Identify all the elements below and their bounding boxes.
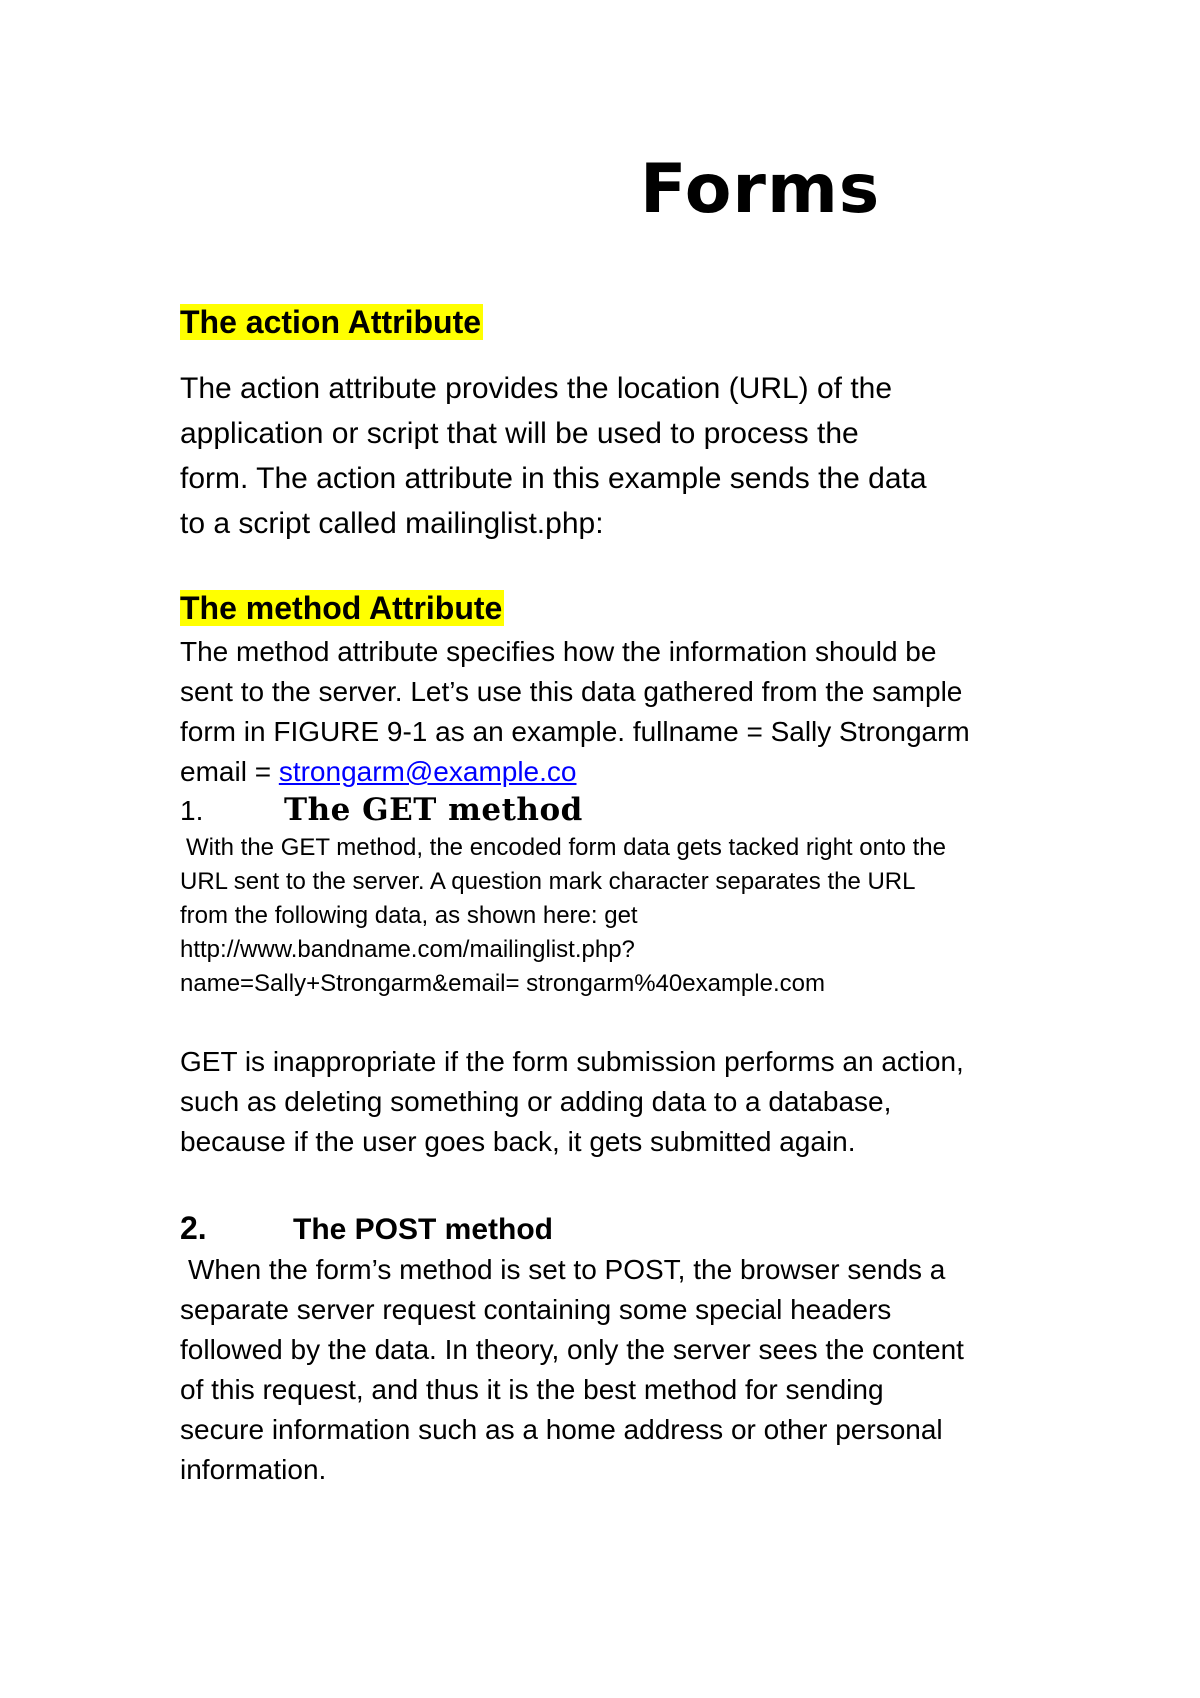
get-method-heading (180, 790, 583, 831)
action-attribute-paragraph (180, 366, 1030, 546)
paragraph-line: application or script that will be used to process the (180, 417, 859, 450)
paragraph-line: such as deleting something or adding data to a database, (180, 1086, 892, 1117)
paragraph-line: GET is inappropriate if the form submission performs an action, (180, 1046, 964, 1077)
paragraph-line: URL sent to the server. A question mark character separates the URL (180, 868, 916, 895)
paragraph-line: from the following data, as shown here: get (180, 902, 638, 929)
method-attribute-paragraph (180, 632, 1030, 792)
paragraph-line: information. (180, 1454, 327, 1485)
paragraph-line: followed by the data. In theory, only the server sees the content (180, 1334, 964, 1365)
paragraph-line: separate server request containing some special headers (180, 1294, 892, 1325)
paragraph-line: of this request, and thus it is the best method for sending (180, 1374, 884, 1405)
paragraph-line: because if the user goes back, it gets submitted again. (180, 1126, 856, 1157)
example-query-line: name=Sally+Strongarm&email= strongarm%40example.com (180, 970, 825, 997)
post-method-title: The POST method (293, 1213, 554, 1246)
paragraph-line: sent to the server. Let’s use this data gathered from the sample (180, 676, 963, 707)
paragraph-line: to a script called mailinglist.php: (180, 507, 604, 540)
paragraph-line: The action attribute provides the location (URL) of the (180, 372, 893, 405)
paragraph-line: form. The action attribute in this example sends the data (180, 462, 927, 495)
action-attribute-heading (180, 302, 483, 342)
action-attribute-heading-text: The action Attribute (180, 304, 482, 340)
paragraph-line: form in FIGURE 9-1 as an example. fullname = Sally Strongarm (180, 716, 970, 747)
email-prefix: email = (180, 756, 279, 787)
get-method-note (180, 1042, 1030, 1162)
paragraph-line: The method attribute specifies how the information should be (180, 636, 937, 667)
email-line (180, 752, 1030, 792)
post-method-paragraph (180, 1250, 1030, 1490)
get-method-paragraph (180, 831, 1030, 1001)
get-method-title: The GET method (284, 792, 583, 828)
post-method-number: 2. (180, 1210, 207, 1246)
paragraph-line: With the GET method, the encoded form data gets tacked right onto the (186, 834, 946, 861)
email-link[interactable]: strongarm@example.co (278, 756, 577, 787)
paragraph-line: secure information such as a home address or other personal (180, 1414, 943, 1445)
get-method-number: 1. (180, 795, 204, 826)
post-method-heading (180, 1208, 553, 1250)
method-attribute-heading (180, 588, 504, 628)
example-url-line: http://www.bandname.com/mailinglist.php? (180, 936, 635, 963)
page-title: Forms (640, 150, 881, 229)
method-attribute-heading-text: The method Attribute (180, 590, 503, 626)
paragraph-line: When the form’s method is set to POST, the browser sends a (188, 1254, 946, 1285)
